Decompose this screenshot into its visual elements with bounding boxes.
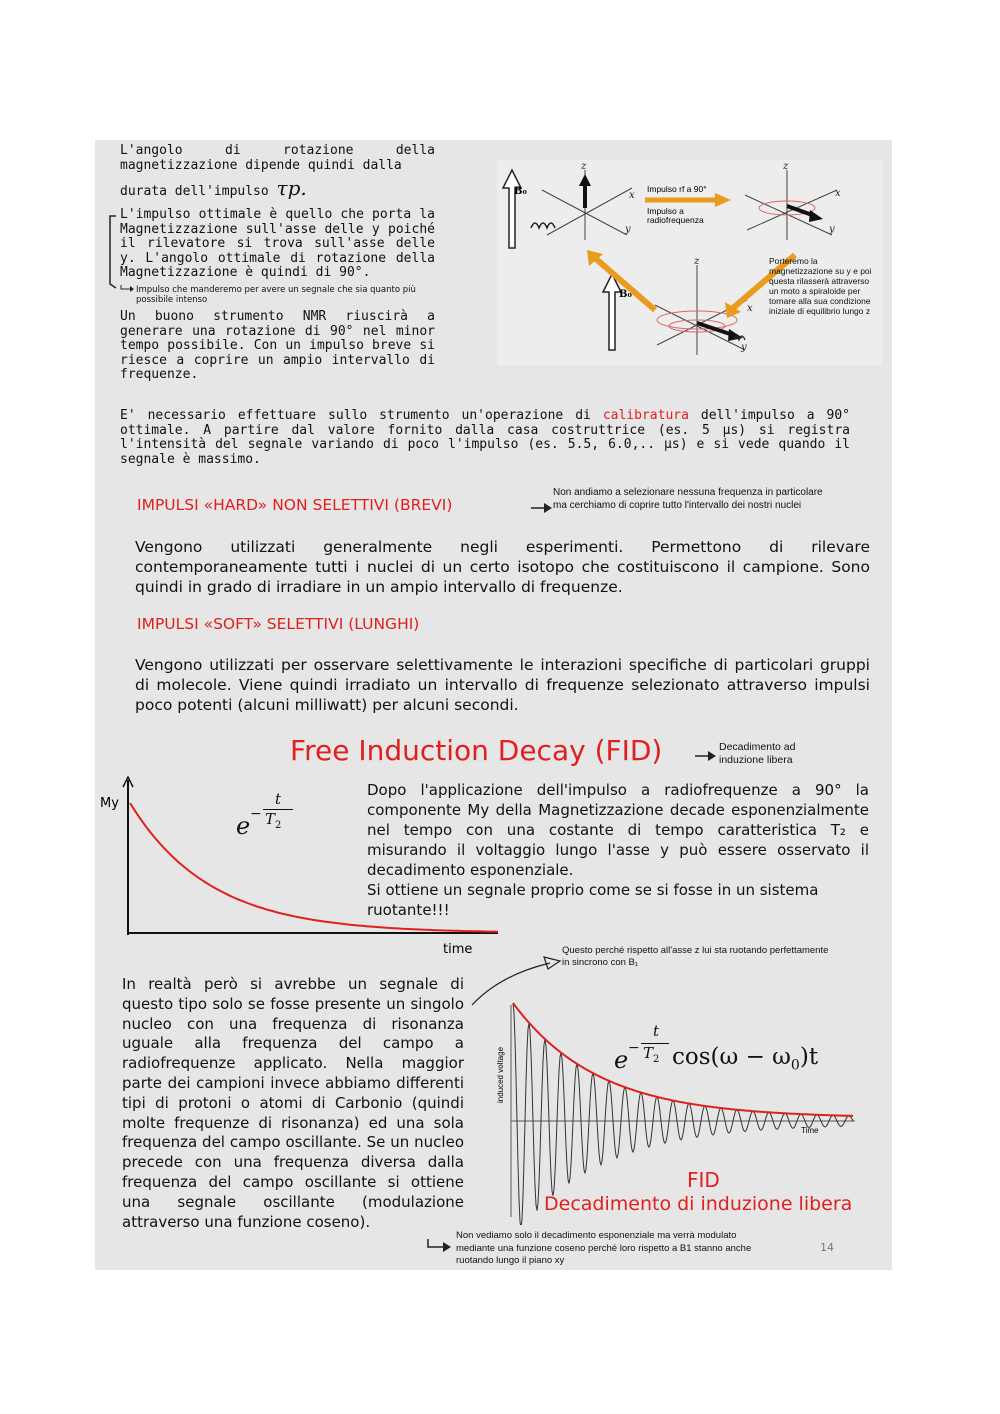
formula-exp	[236, 790, 306, 840]
formula-T: T	[265, 810, 276, 828]
axis-y-2: y	[829, 224, 835, 235]
arrow-icon	[694, 750, 718, 762]
formula-cos-b: )t	[799, 1044, 819, 1070]
bracket-icon	[102, 212, 122, 292]
para-optimal: L'impulso ottimale è quello che porta la Magnetizzazione sull'asse delle y poiché il rilevatore si trova sull'asse delle y. L'angolo ottimale di rotazione della Magnetizzazione è quindi di 90°.	[120, 207, 435, 280]
hard-note: Non andiamo a selezionare nessuna frequenza in particolare ma cerchiamo di coprire tutto l'intervallo dei nostri nuclei	[553, 487, 823, 511]
para-duration	[120, 176, 307, 200]
axis-x-2: x	[835, 188, 841, 199]
calib-highlight: calibratura	[602, 408, 689, 423]
label-rf: Impulso rf a 90°	[647, 184, 707, 194]
bottom-note: Non vediamo solo il decadimento esponenziale ma verrà modulato mediante una funzione coseno perché loro rispetto a B1 stanno anche ruotando lungo il piano xy	[456, 1230, 752, 1266]
formula-den2: $T_2$	[643, 1044, 660, 1065]
formula-minus2: −	[628, 1040, 640, 1056]
time-label: time	[443, 942, 473, 957]
xlabel-time: Time	[801, 1126, 819, 1135]
para-nmr: Un buono strumento NMR riuscirà a generare una rotazione di 90° nel minor tempo possibile. Con un impulso breve si riesce a coprire un ampio intervallo di frequenze.	[120, 309, 435, 382]
calib-pre: E' necessario effettuare sullo strumento un'operazione di	[120, 408, 591, 423]
formula-den	[265, 810, 281, 831]
para-angle-text: L'angolo di rotazione della magnetizzazione dipende quindi dalla	[120, 143, 435, 173]
bottom-left-para: In realtà però si avrebbe un segnale di questo tipo solo se fosse presente un singolo nucleo con una frequenza di risonanza uguale alla frequenza del campo a radiofrequenze applicato. Nella maggior parte dei campioni invece abbiamo differenti tipi di protoni o atomi di Carbonio (quindi molte frequenze di risonanza) ed una sola frequenza del campo oscillante. Se un nucleo precede con una frequenza diversa dalla frequenza del campo oscillante si ottiene una segnale oscillante (modulazione attraverso una funzione coseno).	[122, 975, 464, 1231]
soft-title: IMPULSI «SOFT» SELETTIVI (LUNGHI)	[137, 615, 420, 633]
page-number: 14	[820, 1241, 834, 1254]
axis-z-2: z	[783, 161, 789, 172]
calib-post: dell'impulso a 90° ottimale. A partire dal valore fornito dalla casa costruttrice (es. 5 μs) si registra l'intensità del segnale variando di poco l'impulso (es. 5.5, 6.0,.. μs) e si vede quando il segnale è massimo.	[120, 408, 851, 467]
soft-body: Vengono utilizzati per osservare selettivamente le interazioni specifiche di particolari gruppi di molecole. Viene quindi irradiato un intervallo di frequenze selezionato attraverso impulsi poco potenti (alcuni milliwatt) per alcuni secondi.	[135, 656, 870, 714]
formula-e2: e	[614, 1046, 629, 1074]
formula-e: e	[236, 812, 251, 840]
duration-text: durata dell'impulso	[120, 184, 269, 199]
formula-cos	[614, 1022, 864, 1077]
hard-body: Vengono utilizzati generalmente negli esperimenti. Permettono di rilevare contemporaneamente tutti i nuclei di un certo isotopo che costituiscono il campione. Sono quindi in grado di irradiare in un ampio intervallo di frequenze.	[135, 538, 870, 596]
b0-label-2: B₀	[619, 289, 632, 300]
label-radio-2: radiofrequenza	[647, 215, 704, 225]
axis-z-3: z	[694, 256, 700, 267]
axis-x-3: x	[747, 303, 753, 314]
arrow-icon	[530, 502, 554, 514]
ylabel-induced: induced voltage	[496, 1046, 505, 1104]
formula-t2: t	[653, 1022, 660, 1040]
fid-para-a: Dopo l'applicazione dell'impulso a radiofrequenze a 90° la componente My della Magnetizzazione decade esponenzialmente nel tempo con una costante di tempo caratteristica T₂ e misurando il voltaggio lungo l'asse y può essere osservato il decadimento esponenziale.	[367, 781, 869, 879]
my-label: My	[100, 796, 119, 811]
fid-label-long: Decadimento di induzione libera	[544, 1193, 853, 1215]
formula-cos-sub: 0	[790, 1057, 800, 1074]
axis-y-1: y	[625, 224, 631, 235]
label-radio-1: Impulso a	[647, 206, 684, 216]
fid-title-note: Decadimento ad induzione libera	[719, 741, 796, 766]
formula-sub: 2	[275, 820, 282, 831]
fid-para-b: Si ottiene un segnale proprio come se si fosse in un sistema ruotante!!!	[367, 881, 819, 919]
axis-y-3: y	[741, 342, 747, 353]
formula-minus: −	[250, 806, 262, 822]
arrow-icon	[120, 284, 136, 294]
sync-note: Questo perché rispetto all'asse z lui sta ruotando perfettamente in sincrono con B₁	[562, 945, 829, 968]
formula-cos-text	[672, 1044, 818, 1074]
formula-cos-a: cos(ω − ω	[672, 1044, 791, 1070]
fid-label: FID	[687, 1168, 720, 1192]
b0-label-1: B₀	[514, 186, 527, 197]
diagram-note: Porteremo la magnetizzazione su y e poi questa rilasserà attraverso un moto a spiraloide per tornare alla sua condizione iniziale di equilibrio lungo z	[769, 256, 872, 316]
note-pulse: Impulso che manderemo per avere un segnale che sia quanto più possibile intenso	[136, 285, 416, 305]
axis-x-1: x	[629, 190, 635, 201]
hard-title: IMPULSI «HARD» NON SELETTIVI (BREVI)	[137, 496, 453, 514]
formula-t: t	[275, 790, 282, 808]
arrow-icon	[425, 1238, 455, 1254]
para-angle	[120, 143, 435, 173]
tau-symbol: τp.	[276, 176, 307, 200]
fid-title: Free Induction Decay (FID)	[290, 734, 663, 767]
para-calibration	[120, 409, 850, 467]
axis-z-1: z	[581, 161, 587, 172]
